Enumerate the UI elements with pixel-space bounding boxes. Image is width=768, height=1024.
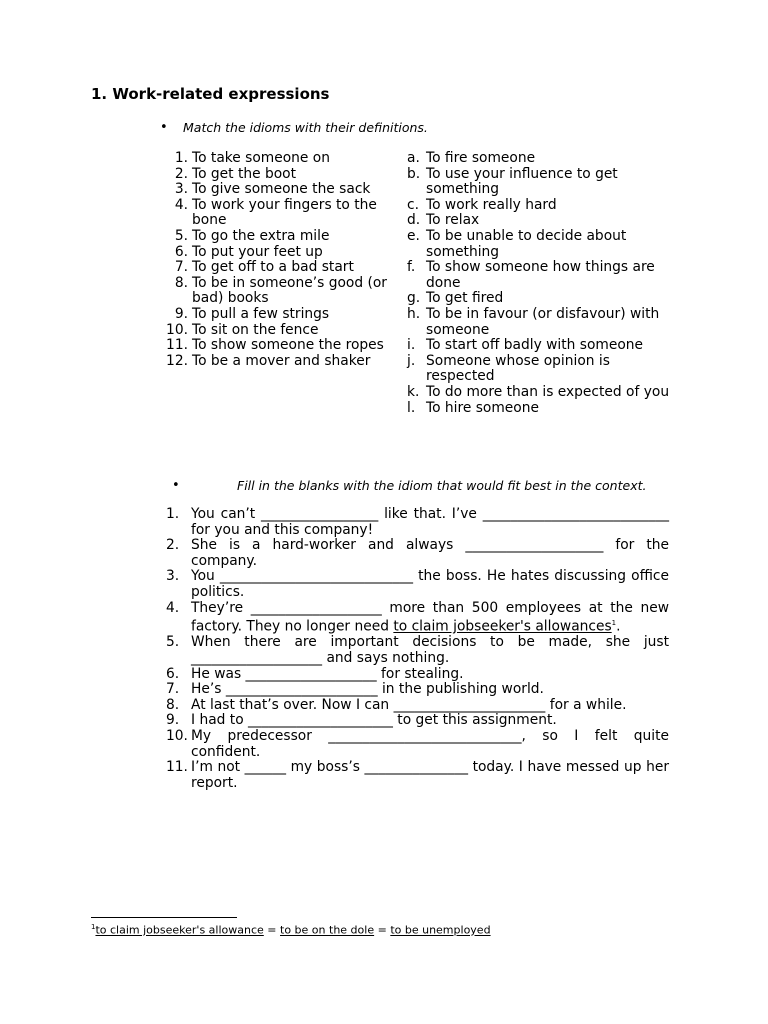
list-item: b. To use your influence to get something (407, 165, 618, 198)
footnote-synonym-2: to be unemployed (390, 923, 491, 937)
footnote: $^1$to claim jobseeker's allowance = to be on the dole = to be unemployed (91, 923, 491, 937)
list-item: 4. They’re ___________________ more than 500 employees at the new factory. They no longer need to claim jobseeker's allowances$^1$. (166, 599, 669, 635)
list-item: g. To get fired (407, 290, 504, 307)
list-item: 7. To get off to a bad start (174, 259, 354, 276)
list-item: 10. My predecessor ____________________________, so I felt quite confident. (166, 727, 669, 760)
list-item: j. Someone whose opinion is respected (407, 352, 610, 385)
list-item: 11. I’m not ______ my boss’s _______________ today. I have messed up her report. (166, 759, 669, 791)
list-item: 12. To be a mover and shaker (166, 352, 371, 369)
list-item: f. To show someone how things are done (407, 259, 655, 291)
list-item: l. To hire someone (407, 399, 539, 416)
idioms-list (166, 151, 400, 369)
list-item: d. To relax (407, 212, 480, 229)
allowance-link-text: to claim jobseeker's allowances (393, 618, 612, 635)
footnote-synonym-1: to be on the dole (280, 923, 375, 937)
list-item: i. To start off badly with someone (407, 337, 644, 354)
list-item: 10. To sit on the fence (166, 321, 319, 338)
bullet-icon: • (172, 478, 180, 493)
list-item: 9. I had to _____________________ to get this assignment. (166, 712, 557, 729)
footnote-divider (91, 917, 237, 918)
list-item: 5. To go the extra mile (174, 227, 330, 244)
list-item: 11. To show someone the ropes (166, 337, 384, 354)
list-item: 1. To take someone on (174, 150, 330, 166)
definitions-list (407, 151, 675, 416)
list-item: k. To do more than is expected of you (407, 383, 670, 400)
list-item: 3. To give someone the sack (174, 181, 371, 198)
list-item: 2. She is a hard-worker and always ____________________ for the company. (166, 537, 669, 569)
fill-instruction-text: Fill in the blanks with the idiom that would fit best in the context. (237, 478, 647, 493)
bullet-icon: • (160, 120, 168, 135)
list-item: 4. To work your fingers to the bone (174, 196, 377, 229)
list-item: 8. At last that’s over. Now I can ______________________ for a while. (166, 696, 627, 713)
list-item: 1. You can’t _________________ like that. I’ve ___________________________ for you and this company! (166, 506, 669, 538)
list-item: c. To work really hard (407, 196, 557, 213)
fill-blanks-list (166, 507, 669, 791)
list-item: 6. He was ___________________ for stealing. (166, 665, 464, 682)
list-item: h. To be in favour (or disfavour) with someone (407, 305, 660, 338)
list-item: 8. To be in someone’s good (or bad) books (174, 274, 387, 307)
footnote-marker: 1 (91, 923, 96, 931)
footnote-ref: 1 (611, 619, 617, 628)
list-item: 5. When there are important decisions to be made, she just ___________________ and says nothing. (166, 634, 669, 666)
footnote-term: to claim jobseeker's allowance (95, 923, 264, 937)
list-item: 2. To get the boot (174, 165, 297, 182)
section-title: 1. Work-related expressions (91, 85, 330, 103)
list-item: 6. To put your feet up (174, 243, 323, 260)
match-instruction-text: Match the idioms with their definitions. (183, 120, 428, 135)
list-item: e. To be unable to decide about something (407, 227, 627, 260)
list-item: a. To fire someone (407, 150, 536, 166)
list-item: 3. You ____________________________ the boss. He hates discussing office politics. (166, 568, 669, 600)
list-item: 7. He’s ______________________ in the publishing world. (166, 681, 544, 698)
list-item: 9. To pull a few strings (174, 305, 330, 322)
